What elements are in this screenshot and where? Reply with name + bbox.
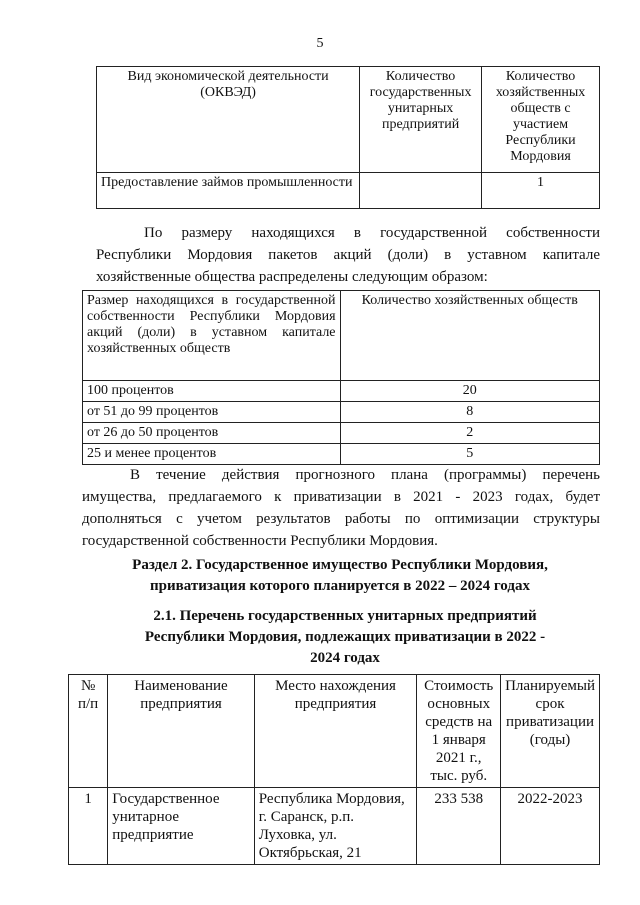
share-range: от 51 до 99 процентов [83,402,341,423]
enterprise-name-header: Наименование предприятия [108,675,255,788]
section2-title: Раздел 2. Государственное имущество Республики Мордовия, приватизация которого планируется в 2022 – 2024 годах [132,557,548,594]
unitary-count-header: Количество государственных унитарных предприятий [360,67,482,173]
privatization-period-header: Планируемый срок приватизации (годы) [501,675,600,788]
society-count: 20 [340,381,599,402]
society-count-header: Количество хозяйственных обществ [340,291,599,381]
asset-value: 233 538 [417,788,501,865]
okved-cell: Предоставление займов промышленности [97,173,360,209]
location-header: Место нахождения предприятия [254,675,417,788]
society-count: 8 [340,402,599,423]
enterprise-location: Республика Мордовия, г. Саранск, р.п. Луховка, ул. Октябрьская, 21 [254,788,417,865]
share-size-header: Размер находящихся в государственной собственности Республики Мордовия акций (доли) в уставном капитале хозяйственных обществ [83,291,341,381]
asset-value-header: Стоимость основных средств на 1 января 2021 г., тыс. руб. [417,675,501,788]
paragraph-shares-intro: По размеру находящихся в государственной собственности Республики Мордовия пакетов акций (доли) в уставном капитале хозяйственные общества распределены следующим образом: [96,225,600,285]
row-number: 1 [69,788,108,865]
table-row [83,402,600,423]
table-row [69,788,600,865]
enterprise-name: Государственное унитарное предприятие [108,788,255,865]
page-number: 5 [316,36,324,51]
society-count: 2 [340,423,599,444]
okved-table [96,66,600,209]
societies-count-header: Количество хозяйственных обществ с участием Республики Мордовия [482,67,600,173]
societies-count-cell: 1 [482,173,600,209]
unitary-enterprises-table [68,674,600,865]
share-range: 100 процентов [83,381,341,402]
unitary-count-cell [360,173,482,209]
table-row [83,444,600,465]
shares-table [82,290,600,465]
society-count: 5 [340,444,599,465]
share-range: 25 и менее процентов [83,444,341,465]
okved-header: Вид экономической деятельности (ОКВЭД) [97,67,360,173]
share-range: от 26 до 50 процентов [83,423,341,444]
table-row [83,381,600,402]
table-row [83,423,600,444]
privatization-period: 2022-2023 [501,788,600,865]
number-header: № п/п [69,675,108,788]
subsection-title: 2.1. Перечень государственных унитарных предприятий Республики Мордовия, подлежащих приватизации в 2022 - 2024 годах [144,608,546,666]
paragraph-privatization-list: В течение действия прогнозного плана (программы) перечень имущества, предлагаемого к приватизации в 2021 - 2023 годах, будет дополняться с учетом результатов работы по оптимизации структуры государственной собственности Республики Мордовия. [82,467,600,549]
